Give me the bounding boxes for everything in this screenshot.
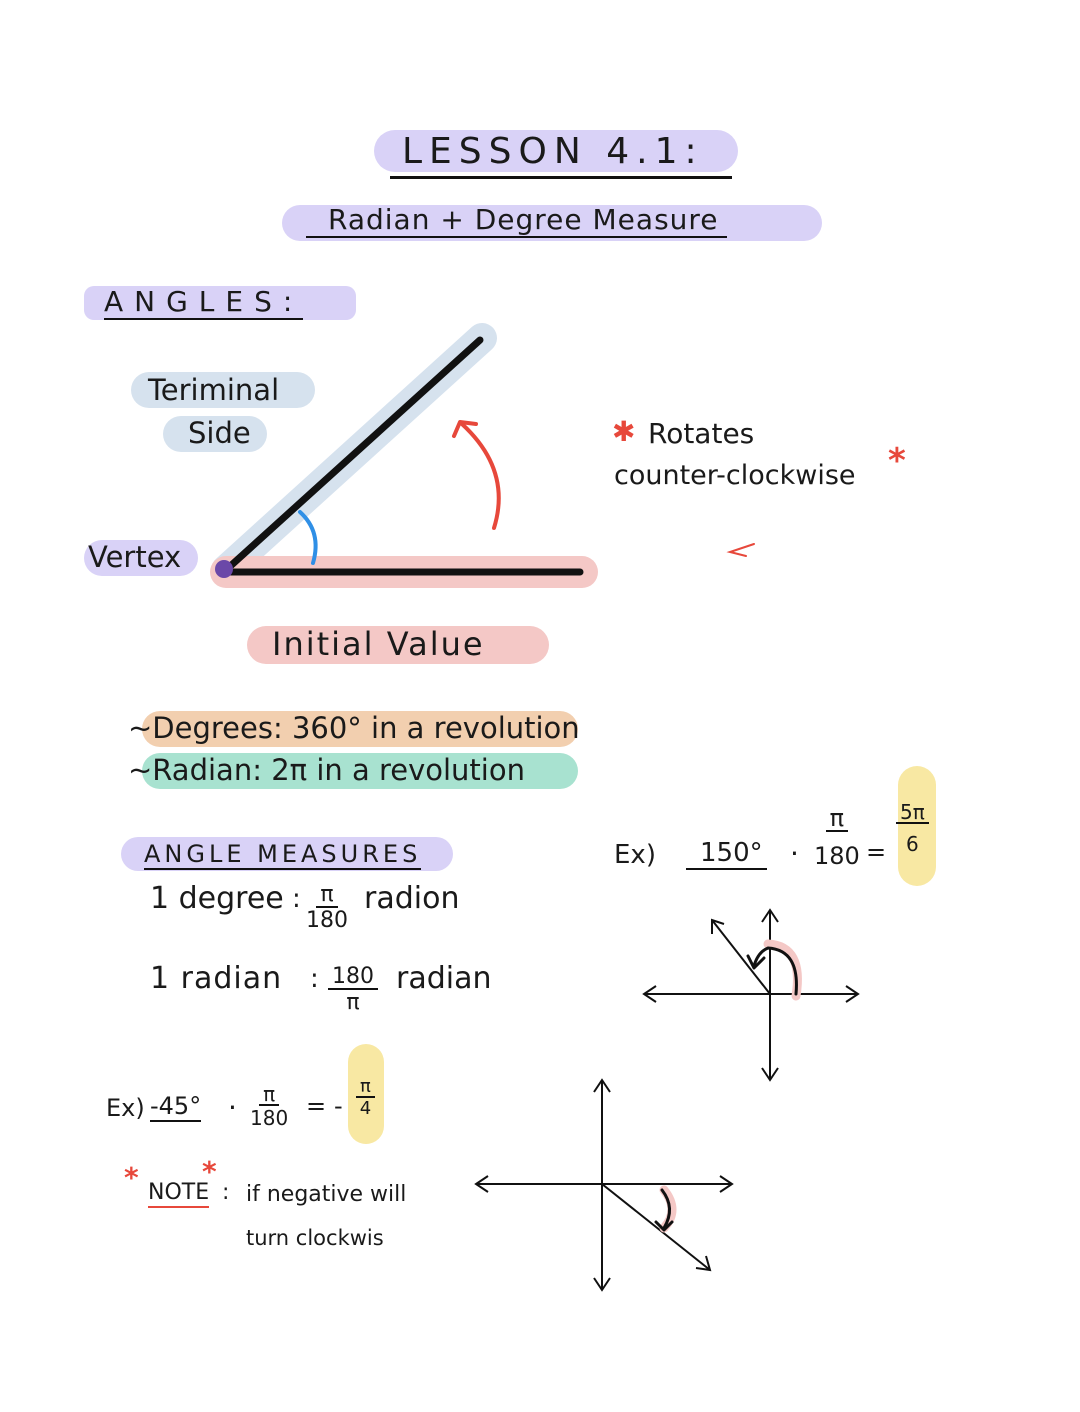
example1-num: π [259,1084,279,1106]
radian-conversion-den: π [346,990,360,1015]
example2-value: 150° [686,840,767,870]
example1-minus: - [334,1092,343,1120]
radians-fact: ~Radian: 2π in a revolution [128,753,525,787]
example2-answer-num: 5π [896,802,929,824]
example1-value: -45° [150,1092,202,1120]
example2-den: 180 [814,842,860,870]
note-label: NOTE [148,1182,209,1208]
rotation-star: ✱ [612,415,636,448]
example2-label: Ex) [614,840,656,870]
example2-answer-den: 6 [906,832,919,856]
degree-conversion-eq: : [292,884,301,914]
radian-conversion-num: 180 [328,966,378,990]
terminal-label-2: Side [188,416,251,450]
lesson-title: LESSON 4.1: [402,131,704,172]
radian-conversion-eq: : [310,964,319,994]
note-colon: : [222,1180,230,1205]
example2-num: π [826,806,848,832]
angle-measures-heading: ANGLE MEASURES [144,840,422,868]
lesson-subtitle: Radian + Degree Measure [306,206,727,238]
example1-dot: · [228,1091,237,1124]
angles-heading: ANGLES: [104,285,304,318]
initial-label: Initial Value [272,625,485,663]
degree-conversion-num: π [316,884,337,908]
degree-conversion-unit: radion [364,881,460,916]
example2-equals: = [866,838,887,866]
radian-conversion-unit: radian [396,961,492,996]
degrees-fact: ~Degrees: 360° in a revolution [128,711,580,745]
rotation-note-line2: counter-clockwise [614,460,856,491]
degree-conversion-lead: 1 degree [150,881,284,916]
note-line2: turn clockwis [246,1226,384,1250]
note-star-right: * [202,1155,217,1188]
terminal-label-1: Teriminal [148,373,280,407]
rotation-note-line1: Rotates [648,417,755,450]
example1-answer-den: 4 [359,1098,372,1119]
example1-label: Ex) [106,1094,145,1122]
example2-dot: · [790,837,799,870]
example1-answer-num: π [356,1078,375,1098]
note-star-left: * [124,1161,139,1194]
vertex-label: Vertex [88,540,182,574]
example1-den: 180 [250,1106,289,1130]
radian-conversion-lead: 1 radian [150,961,283,996]
note-line1: if negative will [246,1182,407,1207]
example1-equals: = [306,1092,327,1120]
degree-conversion-den: 180 [306,908,348,933]
rotation-note-star: * [888,441,906,481]
